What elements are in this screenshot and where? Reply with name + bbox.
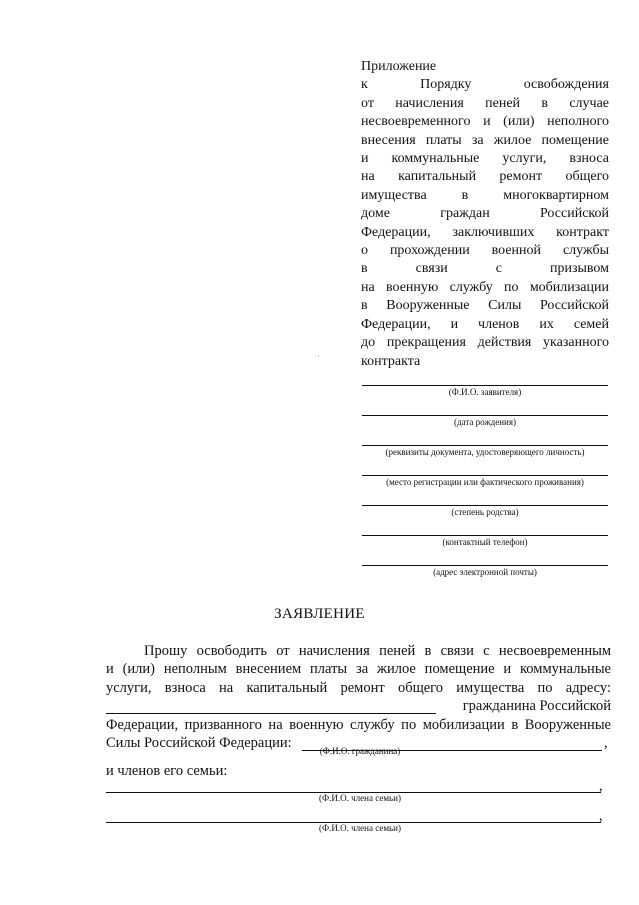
phone-field[interactable] <box>362 535 608 548</box>
appendix-line: и коммунальные услуги, взноса <box>361 151 609 167</box>
field-caption: (место регистрации или фактического проживания) <box>386 477 584 487</box>
appendix-title: Приложение <box>361 59 437 74</box>
appendix-line: на капитальный ремонт общего <box>361 169 609 185</box>
fill-line[interactable] <box>362 475 608 476</box>
document-title: ЗАЯВЛЕНИЕ <box>274 606 365 622</box>
fill-line[interactable] <box>362 385 608 386</box>
field-caption: (Ф.И.О. заявителя) <box>448 387 522 397</box>
statement-line: услуги, взноса на капитальный ремонт общего имущества по адресу: <box>106 679 611 696</box>
statement-line <box>106 697 611 715</box>
line-comma: , <box>604 735 608 752</box>
statement-fragment: Силы Российской Федерации: <box>106 735 292 752</box>
id-document-field[interactable] <box>362 445 608 458</box>
scan-speck <box>318 356 319 357</box>
field-caption: (адрес электронной почты) <box>433 567 537 577</box>
statement-fragment: гражданина Российской <box>462 698 611 715</box>
appendix-line: в Вооруженные Силы Российской <box>361 298 609 314</box>
appendix-header <box>361 58 609 371</box>
citizen-caption: (Ф.И.О. гражданина) <box>319 746 401 756</box>
line-comma: , <box>599 808 603 824</box>
appendix-line: контракта <box>361 353 421 369</box>
statement-line: и (или) неполным внесением платы за жилое помещение и коммунальные <box>106 661 611 678</box>
fill-line[interactable] <box>362 565 608 566</box>
appendix-line: Федерации, и членов их семей <box>361 316 609 332</box>
address-blank[interactable] <box>106 699 436 714</box>
appendix-line: до прекращения действия указанного <box>361 335 609 351</box>
appendix-line: о прохождении военной службы <box>361 243 609 259</box>
statement-line: Прошу освободить от начисления пеней в связи с несвоевременным <box>144 643 611 659</box>
field-caption: (степень родства) <box>451 507 519 517</box>
appendix-line: Федерации, заключивших контракт <box>361 224 609 240</box>
birth-date-field[interactable] <box>362 415 608 428</box>
applicant-name-field[interactable] <box>362 385 608 398</box>
appendix-line: внесения платы за жилое помещение <box>361 132 609 148</box>
appendix-line: доме граждан Российской <box>361 206 609 222</box>
family-intro: и членов его семьи: <box>106 763 228 779</box>
email-field[interactable] <box>362 565 608 578</box>
statement-text <box>106 642 611 752</box>
field-caption: (контактный телефон) <box>442 537 528 547</box>
fill-line[interactable] <box>362 535 608 536</box>
fill-line[interactable] <box>362 445 608 446</box>
appendix-line: от начисления пеней в случае <box>361 95 609 111</box>
appendix-line: несвоевременного и (или) неполного <box>361 114 609 130</box>
statement-line: Федерации, призванного на военную службу по мобилизации в Вооруженные <box>106 716 611 733</box>
fill-line[interactable] <box>362 415 608 416</box>
appendix-line: в связи с призывом <box>361 261 609 277</box>
appendix-line: к Порядку освобождения <box>361 77 609 93</box>
family-member-caption: (Ф.И.О. члена семьи) <box>319 823 401 833</box>
line-comma: , <box>599 778 603 794</box>
family-member-caption: (Ф.И.О. члена семьи) <box>319 793 401 803</box>
fill-line[interactable] <box>362 505 608 506</box>
field-caption: (реквизиты документа, удостоверяющего личность) <box>385 447 585 457</box>
kinship-field[interactable] <box>362 505 608 518</box>
appendix-line: на военную службу по мобилизации <box>361 279 609 295</box>
field-caption: (дата рождения) <box>454 417 516 427</box>
address-field[interactable] <box>362 475 608 488</box>
appendix-line: имущества в многоквартирном <box>361 187 609 203</box>
